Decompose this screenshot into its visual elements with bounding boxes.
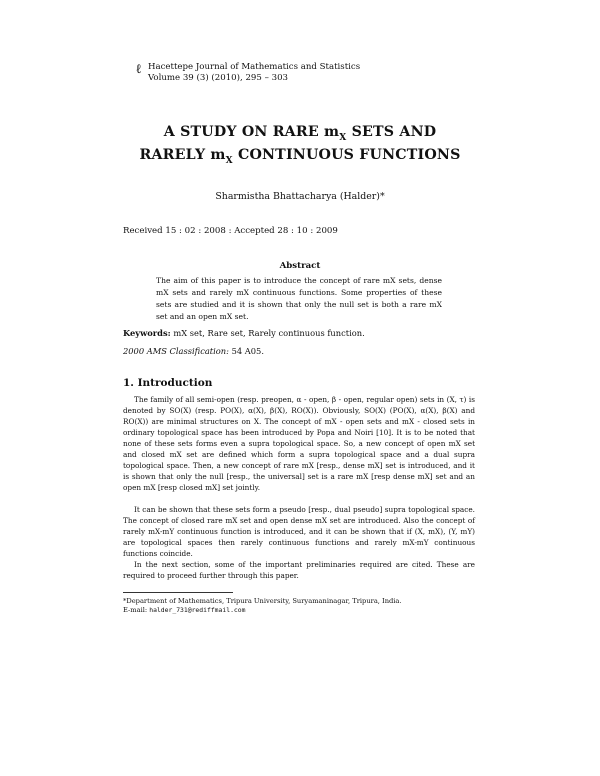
- footnote-divider: [123, 592, 233, 593]
- footnote-email-label: E-mail:: [123, 606, 150, 615]
- intro-paragraph-1: The family of all semi-open (resp. preopen, α - open, β - open, regular open) sets in (X, τ) is denoted by SO(X) (resp. PO(X), α(X), β(X), RO(X)). Obviously, SO(X) (PO(X), α(X), β(X) and RO(X)) are minimal structures on X. The concept of mX - open sets and mX - closed sets in ordinary topological space has been introduced by Popa and Noiri [10]. It is to be noted that none of these sets forms even a supra topological space. So, a new concept of open mX set and closed mX set are defined which form a supra topological space and a dual supra topological space. Then, a new concept of rare mX [resp., dense mX] set is introduced, and it is shown that only the null [resp., the universal] set is a rare mX [resp dense mX] set and an open mX [resp closed mX] set jointly.: [123, 395, 475, 493]
- journal-name: Hacettepe Journal of Mathematics and Statistics: [148, 62, 361, 72]
- keywords: [123, 328, 365, 338]
- abstract-heading: Abstract: [279, 261, 321, 271]
- section-heading: 1. Introduction: [123, 377, 213, 389]
- intro-paragraph-2: It can be shown that these sets form a pseudo [resp., dual pseudo] supra topological space. The concept of closed rare mX set and open dense mX set are introduced. Also the concept of rarely mX-mY continuous function is introduced, and it can be shown that if (X, mX), (Y, mY) are topological spaces then rarely continuous functions and rarely mX-mY continuous functions coincide.: [123, 505, 475, 559]
- author-name: Sharmistha Bhattacharya (Halder)*: [215, 191, 385, 202]
- keywords-text: mX set, Rare set, Rarely continuous function.: [170, 328, 365, 338]
- received-dates: Received 15 : 02 : 2008 : Accepted 28 : 10 : 2009: [123, 226, 338, 236]
- classification-value: 54 A05.: [228, 346, 264, 356]
- journal-logo-mark: ℓ: [136, 62, 141, 77]
- footnote: [123, 597, 402, 615]
- footnote-email[interactable]: halder_731@rediffmail.com: [149, 606, 246, 615]
- abstract-text: The aim of this paper is to introduce the concept of rare mX sets, dense mX sets and rarely mX continuous functions. Some properties of these sets are studied and it is shown that only the null set is both a rare mX set and an open mX set.: [156, 276, 442, 321]
- keywords-label: Keywords:: [123, 328, 171, 338]
- classification-label: 2000 AMS Classification:: [123, 346, 229, 356]
- paper-title-line-1: A STUDY ON RARE $m_X$ SETS AND: [163, 124, 437, 143]
- journal-header: [148, 62, 360, 84]
- journal-volume: Volume 39 (3) (2010), 295 – 303: [148, 73, 289, 83]
- ams-classification: [123, 346, 264, 356]
- footnote-affiliation: *Department of Mathematics, Tripura University, Suryamaninagar, Tripura, India.: [123, 597, 402, 605]
- paper-title-line-2: RARELY $m_X$ CONTINUOUS FUNCTIONS: [139, 147, 461, 166]
- intro-paragraph-3: In the next section, some of the important preliminaries required are cited. These are required to proceed further through this paper.: [123, 560, 475, 581]
